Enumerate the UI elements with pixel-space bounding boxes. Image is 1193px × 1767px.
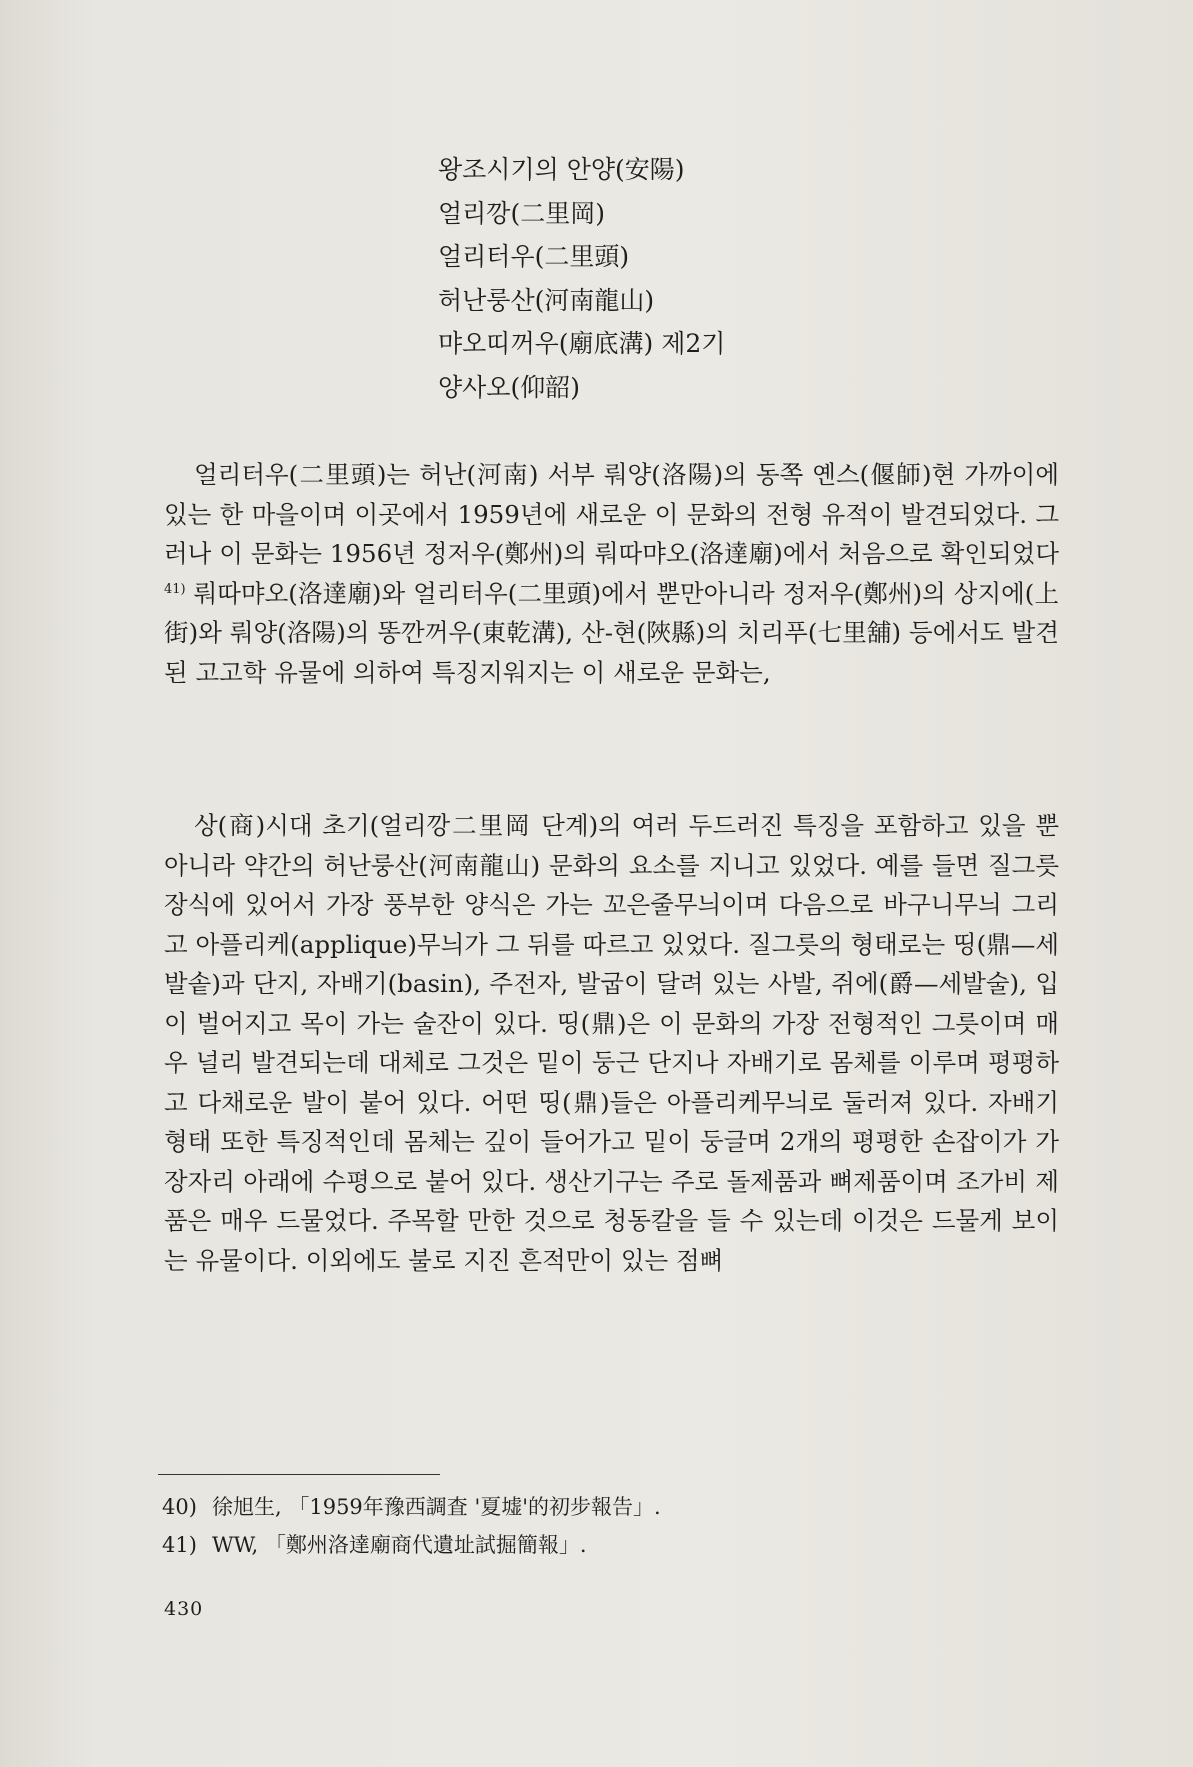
list-item: 얼리터우(二里頭): [438, 242, 630, 271]
footnote-reference: 41): [164, 581, 186, 597]
body-paragraph-1: [164, 455, 1059, 692]
footnote-number: 41): [162, 1533, 197, 1557]
list-item: 허난룽산(河南龍山): [438, 285, 655, 315]
paragraph-text: 뤄따먀오(洛達廟)와 얼리터우(二里頭)에서 뿐만아니라 정저우(鄭州)의 상지에(上街)와 뤄양(洛陽)의 똥깐꺼우(東乾溝), 산-현(陜縣)의 치리푸(七里舖) 등에서도 발견된 고고학 유물에 의하여 특징지워지는 이 새로운 문화는,: [164, 578, 1059, 687]
footnote-divider: [158, 1474, 440, 1475]
footnote-text: WW, 「鄭州洛達廟商代遺址試掘簡報」.: [212, 1533, 587, 1557]
footnote-text: 徐旭生, 「1959年豫西調査 '夏墟'的初步報告」.: [212, 1495, 661, 1519]
footnote-number: 40): [162, 1495, 197, 1519]
page-number: 430: [164, 1598, 204, 1620]
list-item: 양사오(仰韶): [438, 372, 580, 402]
block-quote-paragraph: 상(商)시대 초기(얼리깡二里岡 단계)의 여러 두드러진 특징을 포함하고 있을 뿐 아니라 약간의 허난룽산(河南龍山) 문화의 요소를 지니고 있었다. 예를 들면 질그릇 장식에 있어서 가장 풍부한 양식은 가는 꼬은줄무늬이며 다음으로 바구니무늬 그리고 아플리케(applique)무늬가 그 뒤를 따르고 있었다. 질그릇의 형태로는 띵(鼎—세발솥)과 단지, 자배기(basin), 주전자, 발굽이 달려 있는 사발, 쥐에(爵—세발술), 입이 벌어지고 목이 가는 술잔이 있다. 띵(鼎)은 이 문화의 가장 전형적인 그릇이며 매우 널리 발견되는데 대체로 그것은 밑이 둥근 단지나 자배기로 몸체를 이루며 평평하고 다채로운 발이 붙어 있다. 어떤 띵(鼎)들은 아플리케무늬로 둘러져 있다. 자배기 형태 또한 특징적인데 몸체는 깊이 들어가고 밑이 둥글며 2개의 평평한 손잡이가 가장자리 아래에 수평으로 붙어 있다. 생산기구는 주로 돌제품과 뼈제품이며 조가비 제품은 매우 드물었다. 주목할 만한 것으로 청동칼을 들 수 있는데 이것은 드물게 보이는 유물이다. 이외에도 불로 지진 흔적만이 있는 점뼈: [164, 811, 1059, 1275]
paragraph-text: 얼리터우(二里頭)는 허난(河南) 서부 뤄양(洛陽)의 동쪽 옌스(偃師)현 가까이에 있는 한 마을이며 이곳에서 1959년에 새로운 이 문화의 전형 유적이 발견되었다. 그러나 이 문화는 1956년 정저우(鄭州)의 뤄따먀오(洛達廟)에서 처음으로 확인되었다: [164, 460, 1059, 568]
footnote: [162, 1526, 661, 1564]
footnotes: [162, 1488, 661, 1564]
site-sequence-list: [438, 148, 725, 409]
list-item: 얼리깡(二里岡): [438, 198, 605, 228]
list-item: 먀오띠꺼우(廟底溝) 제2기: [438, 329, 726, 358]
footnote: [162, 1488, 661, 1526]
list-item: 왕조시기의 안양(安陽): [438, 155, 685, 184]
